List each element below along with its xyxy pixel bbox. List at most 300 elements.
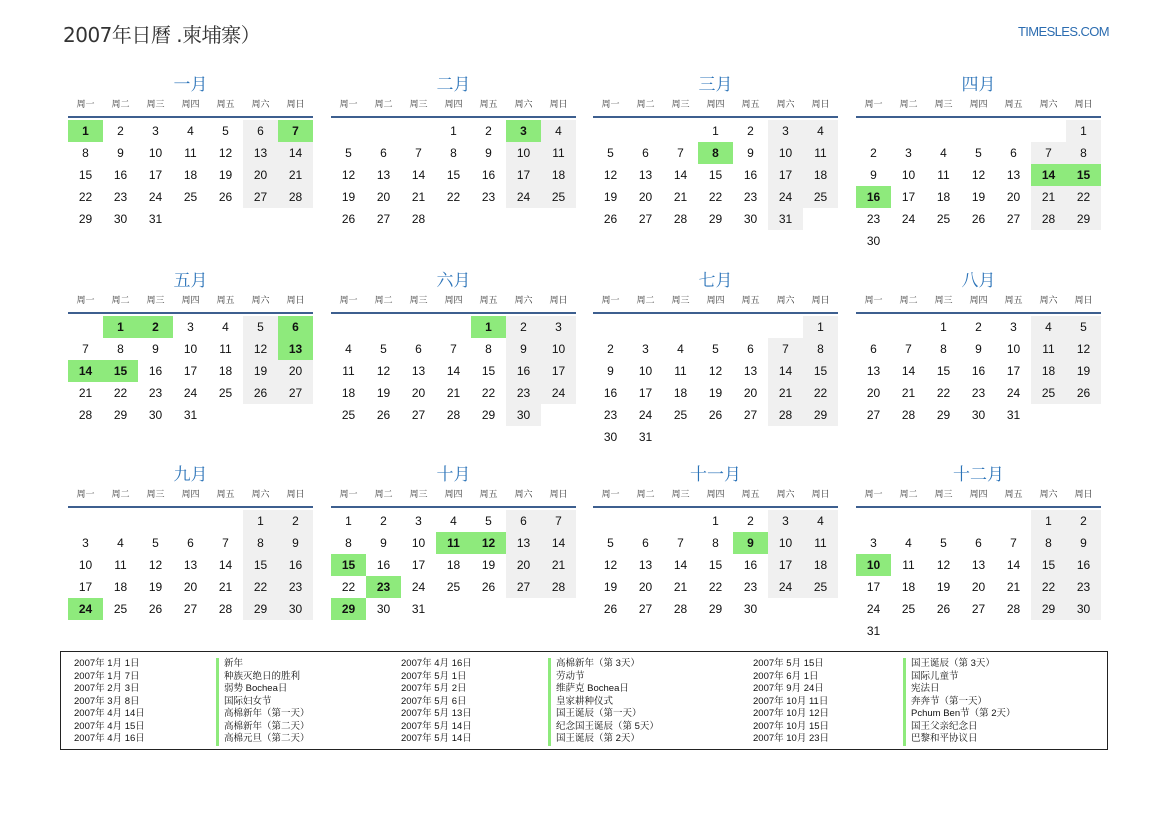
day-cell: 12 bbox=[708, 364, 723, 378]
day-cell: 11 bbox=[1031, 338, 1066, 360]
holiday-name: 国王诞辰（第 3天） bbox=[903, 658, 1016, 671]
day-cell: 26 bbox=[603, 602, 618, 616]
weekday-header bbox=[856, 488, 1101, 508]
day-cell: 6 bbox=[870, 342, 877, 356]
weekday-label: 周五 bbox=[216, 296, 235, 306]
day-cell: 28 bbox=[446, 408, 461, 422]
weekday-header bbox=[331, 488, 576, 508]
day-cell: 15 bbox=[708, 558, 723, 572]
day-cell: 18 bbox=[183, 168, 198, 182]
weekday-label: 周二 bbox=[899, 100, 918, 110]
day-cell: 23 bbox=[481, 190, 496, 204]
weekday-label: 周日 bbox=[811, 100, 830, 110]
day-cell: 5 bbox=[607, 536, 614, 550]
day-cell: 14 bbox=[218, 558, 233, 572]
weekday-header bbox=[856, 294, 1101, 314]
holiday-name: 种族灭绝日的胜利 bbox=[216, 671, 310, 684]
day-cell: 1 bbox=[450, 124, 457, 138]
weekday-label: 周一 bbox=[339, 490, 358, 500]
day-cell: 20 bbox=[411, 386, 426, 400]
holiday-name: Pchum Ben节（第 2天） bbox=[903, 708, 1016, 721]
month-name: 十二月 bbox=[953, 465, 1004, 485]
day-cell: 22 bbox=[481, 386, 496, 400]
holiday-date: 2007年 4月 16日 bbox=[74, 733, 145, 744]
day-cell: 17 bbox=[901, 190, 916, 204]
weekday-label: 周五 bbox=[216, 100, 235, 110]
holiday-date-column bbox=[74, 658, 145, 746]
day-cell: 25 bbox=[901, 602, 916, 616]
weekday-label: 周二 bbox=[374, 296, 393, 306]
weekday-label: 周三 bbox=[146, 490, 165, 500]
day-cell: 22 bbox=[803, 382, 838, 404]
day-cell: 13 bbox=[638, 558, 653, 572]
weekday-label: 周三 bbox=[934, 296, 953, 306]
day-cell: 23 bbox=[278, 576, 313, 598]
weekday-label: 周六 bbox=[1039, 100, 1058, 110]
page-title: 2007年日曆 .柬埔寨） bbox=[63, 23, 261, 47]
holiday-day-cell: 14 bbox=[1031, 164, 1066, 186]
day-cell: 3 bbox=[768, 120, 803, 142]
weekday-label: 周五 bbox=[1004, 100, 1023, 110]
holiday-name: 国际儿童节 bbox=[903, 671, 1016, 684]
day-cell: 29 bbox=[1031, 598, 1066, 620]
day-cell: 26 bbox=[341, 212, 356, 226]
holiday-day-cell: 16 bbox=[856, 186, 891, 208]
holiday-date: 2007年 3月 8日 bbox=[74, 695, 140, 707]
weekday-label: 周五 bbox=[479, 490, 498, 500]
day-cell: 11 bbox=[674, 364, 687, 378]
day-cell: 6 bbox=[642, 146, 649, 160]
day-cell: 16 bbox=[743, 558, 758, 572]
day-cell: 16 bbox=[971, 364, 986, 378]
weekday-label: 周日 bbox=[286, 490, 305, 500]
day-cell: 28 bbox=[218, 602, 233, 616]
day-cell: 10 bbox=[901, 168, 916, 182]
day-cell: 24 bbox=[901, 212, 916, 226]
day-grid bbox=[331, 508, 576, 620]
day-cell: 2 bbox=[506, 316, 541, 338]
day-cell: 19 bbox=[603, 580, 618, 594]
day-cell: 26 bbox=[603, 212, 618, 226]
day-cell: 28 bbox=[768, 404, 803, 426]
day-cell: 8 bbox=[803, 338, 838, 360]
weekday-label: 周二 bbox=[899, 296, 918, 306]
day-cell: 29 bbox=[708, 212, 723, 226]
holiday-name: 纪念国王诞辰（第 5天） bbox=[548, 721, 659, 734]
weekday-label: 周六 bbox=[514, 296, 533, 306]
day-cell: 7 bbox=[1031, 142, 1066, 164]
day-cell: 12 bbox=[218, 146, 233, 160]
day-cell: 7 bbox=[768, 338, 803, 360]
holiday-day-cell: 6 bbox=[278, 316, 313, 338]
day-cell: 26 bbox=[971, 212, 986, 226]
day-cell: 21 bbox=[541, 554, 576, 576]
day-cell: 8 bbox=[712, 536, 719, 550]
day-grid bbox=[856, 508, 1101, 642]
day-cell: 10 bbox=[541, 338, 576, 360]
day-cell: 19 bbox=[481, 558, 496, 572]
day-cell: 26 bbox=[1066, 382, 1101, 404]
day-cell: 18 bbox=[1031, 360, 1066, 382]
day-cell: 27 bbox=[971, 602, 986, 616]
day-cell: 15 bbox=[446, 168, 461, 182]
holiday-day-cell: 1 bbox=[103, 316, 138, 338]
day-cell: 24 bbox=[506, 186, 541, 208]
day-cell: 11 bbox=[937, 168, 950, 182]
weekday-label: 周一 bbox=[601, 100, 620, 110]
weekday-label: 周三 bbox=[409, 100, 428, 110]
day-cell: 16 bbox=[148, 364, 163, 378]
day-cell: 21 bbox=[673, 580, 688, 594]
day-cell: 17 bbox=[411, 558, 426, 572]
day-cell: 13 bbox=[743, 364, 758, 378]
month-name: 四月 bbox=[961, 75, 996, 95]
day-cell: 9 bbox=[747, 146, 754, 160]
day-cell: 9 bbox=[506, 338, 541, 360]
day-cell: 19 bbox=[218, 168, 233, 182]
day-cell: 24 bbox=[148, 190, 163, 204]
day-cell: 7 bbox=[450, 342, 457, 356]
day-cell: 20 bbox=[506, 554, 541, 576]
day-cell: 5 bbox=[152, 536, 159, 550]
weekday-label: 周六 bbox=[1039, 490, 1058, 500]
day-cell: 17 bbox=[638, 386, 653, 400]
weekday-label: 周二 bbox=[636, 100, 655, 110]
day-cell: 20 bbox=[1006, 190, 1021, 204]
day-cell: 26 bbox=[148, 602, 163, 616]
holiday-date: 2007年 10月 11日 bbox=[753, 695, 829, 707]
weekday-header bbox=[68, 294, 313, 314]
day-cell: 1 bbox=[1066, 120, 1101, 142]
day-cell: 1 bbox=[712, 514, 719, 528]
day-cell: 4 bbox=[940, 146, 947, 160]
weekday-label: 周六 bbox=[1039, 296, 1058, 306]
day-cell: 14 bbox=[673, 558, 688, 572]
day-cell: 30 bbox=[506, 404, 541, 426]
weekday-label: 周六 bbox=[514, 100, 533, 110]
month-calendar bbox=[856, 270, 1101, 426]
weekday-label: 周三 bbox=[146, 296, 165, 306]
day-cell: 26 bbox=[376, 408, 391, 422]
weekday-header bbox=[856, 98, 1101, 118]
holiday-date: 2007年 4月 14日 bbox=[74, 708, 145, 719]
weekday-label: 周五 bbox=[741, 490, 760, 500]
holiday-day-cell: 10 bbox=[856, 554, 891, 576]
day-cell: 12 bbox=[971, 168, 986, 182]
holiday-name-column bbox=[216, 658, 310, 746]
weekday-label: 周四 bbox=[969, 100, 988, 110]
holiday-day-cell: 9 bbox=[733, 532, 768, 554]
day-cell: 10 bbox=[768, 532, 803, 554]
day-cell: 31 bbox=[768, 208, 803, 230]
day-cell: 13 bbox=[506, 532, 541, 554]
weekday-label: 周五 bbox=[1004, 490, 1023, 500]
day-cell: 8 bbox=[940, 342, 947, 356]
month-name: 五月 bbox=[173, 271, 208, 291]
holiday-date: 2007年 6月 1日 bbox=[753, 670, 819, 682]
day-cell: 5 bbox=[222, 124, 229, 138]
day-cell: 12 bbox=[603, 168, 618, 182]
holiday-list bbox=[60, 651, 1108, 750]
weekday-label: 周二 bbox=[111, 100, 130, 110]
weekday-header bbox=[68, 98, 313, 118]
holiday-name: 高棉新年（第二天） bbox=[216, 721, 310, 734]
day-cell: 30 bbox=[376, 602, 391, 616]
day-cell: 23 bbox=[603, 408, 618, 422]
day-cell: 13 bbox=[1006, 168, 1021, 182]
day-cell: 21 bbox=[218, 580, 233, 594]
day-cell: 5 bbox=[940, 536, 947, 550]
month-calendar bbox=[331, 270, 576, 426]
day-cell: 25 bbox=[936, 212, 951, 226]
month-name: 九月 bbox=[173, 465, 208, 485]
day-cell: 23 bbox=[506, 382, 541, 404]
day-cell: 20 bbox=[376, 190, 391, 204]
holiday-day-cell: 24 bbox=[68, 598, 103, 620]
holiday-day-cell: 13 bbox=[278, 338, 313, 360]
weekday-label: 周一 bbox=[601, 296, 620, 306]
day-cell: 30 bbox=[603, 430, 618, 444]
day-cell: 14 bbox=[278, 142, 313, 164]
day-cell: 29 bbox=[78, 212, 93, 226]
day-cell: 9 bbox=[117, 146, 124, 160]
day-cell: 26 bbox=[481, 580, 496, 594]
weekday-header bbox=[593, 294, 838, 314]
holiday-name: 新年 bbox=[216, 658, 310, 671]
holiday-name: 宪法日 bbox=[903, 683, 1016, 696]
day-grid bbox=[68, 118, 313, 230]
day-cell: 7 bbox=[222, 536, 229, 550]
day-cell: 19 bbox=[603, 190, 618, 204]
day-cell: 25 bbox=[446, 580, 461, 594]
day-cell: 16 bbox=[743, 168, 758, 182]
day-cell: 27 bbox=[866, 408, 881, 422]
day-cell: 28 bbox=[541, 576, 576, 598]
day-cell: 21 bbox=[1006, 580, 1021, 594]
month-calendar bbox=[68, 74, 313, 230]
weekday-header bbox=[331, 98, 576, 118]
day-cell: 30 bbox=[971, 408, 986, 422]
day-cell: 4 bbox=[541, 120, 576, 142]
day-cell: 27 bbox=[243, 186, 278, 208]
day-cell: 2 bbox=[485, 124, 492, 138]
weekday-label: 周五 bbox=[479, 100, 498, 110]
day-cell: 14 bbox=[901, 364, 916, 378]
weekday-label: 周六 bbox=[251, 296, 270, 306]
day-cell: 11 bbox=[114, 558, 127, 572]
month-calendar bbox=[593, 464, 838, 620]
holiday-date: 2007年 2月 3日 bbox=[74, 683, 140, 694]
holiday-name: 国王诞辰（第 2天） bbox=[548, 733, 659, 746]
weekday-label: 周四 bbox=[969, 490, 988, 500]
day-cell: 21 bbox=[411, 190, 426, 204]
holiday-name: 高棉新年（第一天） bbox=[216, 708, 310, 721]
weekday-label: 周日 bbox=[549, 490, 568, 500]
day-cell: 2 bbox=[747, 124, 754, 138]
weekday-label: 周四 bbox=[706, 490, 725, 500]
weekday-label: 周五 bbox=[479, 296, 498, 306]
day-cell: 7 bbox=[82, 342, 89, 356]
weekday-label: 周一 bbox=[76, 490, 95, 500]
day-cell: 2 bbox=[117, 124, 124, 138]
weekday-label: 周四 bbox=[181, 490, 200, 500]
day-cell: 20 bbox=[243, 164, 278, 186]
day-cell: 22 bbox=[341, 580, 356, 594]
weekday-label: 周六 bbox=[514, 490, 533, 500]
site-name[interactable]: TIMESLES.COM bbox=[1017, 24, 1109, 39]
day-cell: 16 bbox=[376, 558, 391, 572]
day-cell: 12 bbox=[243, 338, 278, 360]
weekday-label: 周二 bbox=[374, 100, 393, 110]
day-cell: 13 bbox=[183, 558, 198, 572]
month-calendar bbox=[856, 74, 1101, 252]
day-cell: 24 bbox=[638, 408, 653, 422]
day-cell: 28 bbox=[1006, 602, 1021, 616]
day-cell: 23 bbox=[971, 386, 986, 400]
holiday-day-cell: 1 bbox=[471, 316, 506, 338]
day-cell: 15 bbox=[936, 364, 951, 378]
day-cell: 25 bbox=[341, 408, 356, 422]
day-cell: 4 bbox=[803, 120, 838, 142]
day-cell: 26 bbox=[936, 602, 951, 616]
holiday-day-cell: 15 bbox=[103, 360, 138, 382]
day-cell: 14 bbox=[1006, 558, 1021, 572]
holiday-day-cell: 14 bbox=[68, 360, 103, 382]
holiday-day-cell: 7 bbox=[278, 120, 313, 142]
day-cell: 5 bbox=[380, 342, 387, 356]
day-cell: 5 bbox=[975, 146, 982, 160]
weekday-label: 周五 bbox=[216, 490, 235, 500]
day-grid bbox=[68, 508, 313, 620]
day-cell: 29 bbox=[113, 408, 128, 422]
day-cell: 28 bbox=[1031, 208, 1066, 230]
month-name: 六月 bbox=[436, 271, 471, 291]
holiday-name: 劳动节 bbox=[548, 671, 659, 684]
day-cell: 4 bbox=[345, 342, 352, 356]
day-cell: 19 bbox=[376, 386, 391, 400]
holiday-date: 2007年 4月 15日 bbox=[74, 720, 145, 732]
holiday-date: 2007年 1月 1日 bbox=[74, 658, 140, 669]
holiday-date: 2007年 9月 24日 bbox=[753, 683, 824, 694]
holiday-date: 2007年 4月 16日 bbox=[401, 658, 472, 669]
holiday-name: 高棉新年（第 3天） bbox=[548, 658, 659, 671]
weekday-label: 周四 bbox=[181, 296, 200, 306]
weekday-label: 周六 bbox=[251, 490, 270, 500]
day-cell: 11 bbox=[902, 558, 915, 572]
holiday-date: 2007年 10月 12日 bbox=[753, 708, 830, 719]
day-cell: 12 bbox=[603, 558, 618, 572]
day-cell: 4 bbox=[117, 536, 124, 550]
day-cell: 6 bbox=[975, 536, 982, 550]
day-cell: 6 bbox=[415, 342, 422, 356]
day-cell: 3 bbox=[541, 316, 576, 338]
day-cell: 8 bbox=[485, 342, 492, 356]
day-cell: 27 bbox=[638, 602, 653, 616]
day-cell: 19 bbox=[243, 360, 278, 382]
day-cell: 1 bbox=[803, 316, 838, 338]
weekday-label: 周三 bbox=[934, 100, 953, 110]
day-cell: 4 bbox=[1031, 316, 1066, 338]
day-cell: 9 bbox=[380, 536, 387, 550]
day-cell: 18 bbox=[803, 164, 838, 186]
day-cell: 31 bbox=[866, 624, 881, 638]
day-cell: 19 bbox=[936, 580, 951, 594]
holiday-date: 2007年 5月 2日 bbox=[401, 683, 467, 694]
weekday-label: 周四 bbox=[706, 296, 725, 306]
day-cell: 15 bbox=[78, 168, 93, 182]
day-cell: 19 bbox=[341, 190, 356, 204]
weekday-label: 周六 bbox=[251, 100, 270, 110]
day-cell: 1 bbox=[712, 124, 719, 138]
month-calendar bbox=[331, 74, 576, 230]
day-cell: 23 bbox=[743, 580, 758, 594]
day-cell: 17 bbox=[148, 168, 163, 182]
holiday-name: 巴黎和平协议日 bbox=[903, 733, 1016, 746]
day-cell: 16 bbox=[506, 360, 541, 382]
weekday-label: 周一 bbox=[864, 100, 883, 110]
weekday-header bbox=[68, 488, 313, 508]
day-cell: 17 bbox=[768, 554, 803, 576]
day-cell: 4 bbox=[905, 536, 912, 550]
holiday-day-cell: 11 bbox=[436, 532, 471, 554]
day-cell: 30 bbox=[743, 602, 758, 616]
day-grid bbox=[856, 314, 1101, 426]
day-cell: 13 bbox=[638, 168, 653, 182]
day-cell: 11 bbox=[803, 142, 838, 164]
day-cell: 17 bbox=[1006, 364, 1021, 378]
day-cell: 5 bbox=[243, 316, 278, 338]
month-name: 二月 bbox=[436, 75, 471, 95]
day-cell: 18 bbox=[901, 580, 916, 594]
day-cell: 18 bbox=[218, 364, 233, 378]
day-cell: 31 bbox=[411, 602, 426, 616]
day-cell: 3 bbox=[768, 510, 803, 532]
day-cell: 7 bbox=[677, 536, 684, 550]
day-cell: 18 bbox=[341, 386, 356, 400]
day-cell: 13 bbox=[866, 364, 881, 378]
day-cell: 3 bbox=[870, 536, 877, 550]
weekday-header bbox=[331, 294, 576, 314]
day-cell: 15 bbox=[1031, 554, 1066, 576]
day-cell: 22 bbox=[1066, 186, 1101, 208]
day-cell: 29 bbox=[936, 408, 951, 422]
day-cell: 18 bbox=[541, 164, 576, 186]
day-cell: 2 bbox=[278, 510, 313, 532]
holiday-date-column bbox=[401, 658, 472, 746]
day-cell: 22 bbox=[446, 190, 461, 204]
day-cell: 8 bbox=[243, 532, 278, 554]
day-cell: 4 bbox=[450, 514, 457, 528]
day-grid bbox=[593, 118, 838, 230]
day-cell: 2 bbox=[870, 146, 877, 160]
day-cell: 22 bbox=[78, 190, 93, 204]
day-cell: 31 bbox=[183, 408, 198, 422]
weekday-label: 周四 bbox=[444, 490, 463, 500]
day-cell: 1 bbox=[1031, 510, 1066, 532]
day-cell: 8 bbox=[345, 536, 352, 550]
day-cell: 24 bbox=[768, 186, 803, 208]
day-grid bbox=[68, 314, 313, 426]
day-cell: 6 bbox=[380, 146, 387, 160]
day-cell: 13 bbox=[243, 142, 278, 164]
month-name: 十一月 bbox=[690, 465, 741, 485]
day-cell: 20 bbox=[278, 360, 313, 382]
day-cell: 30 bbox=[113, 212, 128, 226]
month-name: 十月 bbox=[436, 465, 471, 485]
day-cell: 12 bbox=[341, 168, 356, 182]
day-cell: 18 bbox=[113, 580, 128, 594]
holiday-name: 国际妇女节 bbox=[216, 696, 310, 709]
